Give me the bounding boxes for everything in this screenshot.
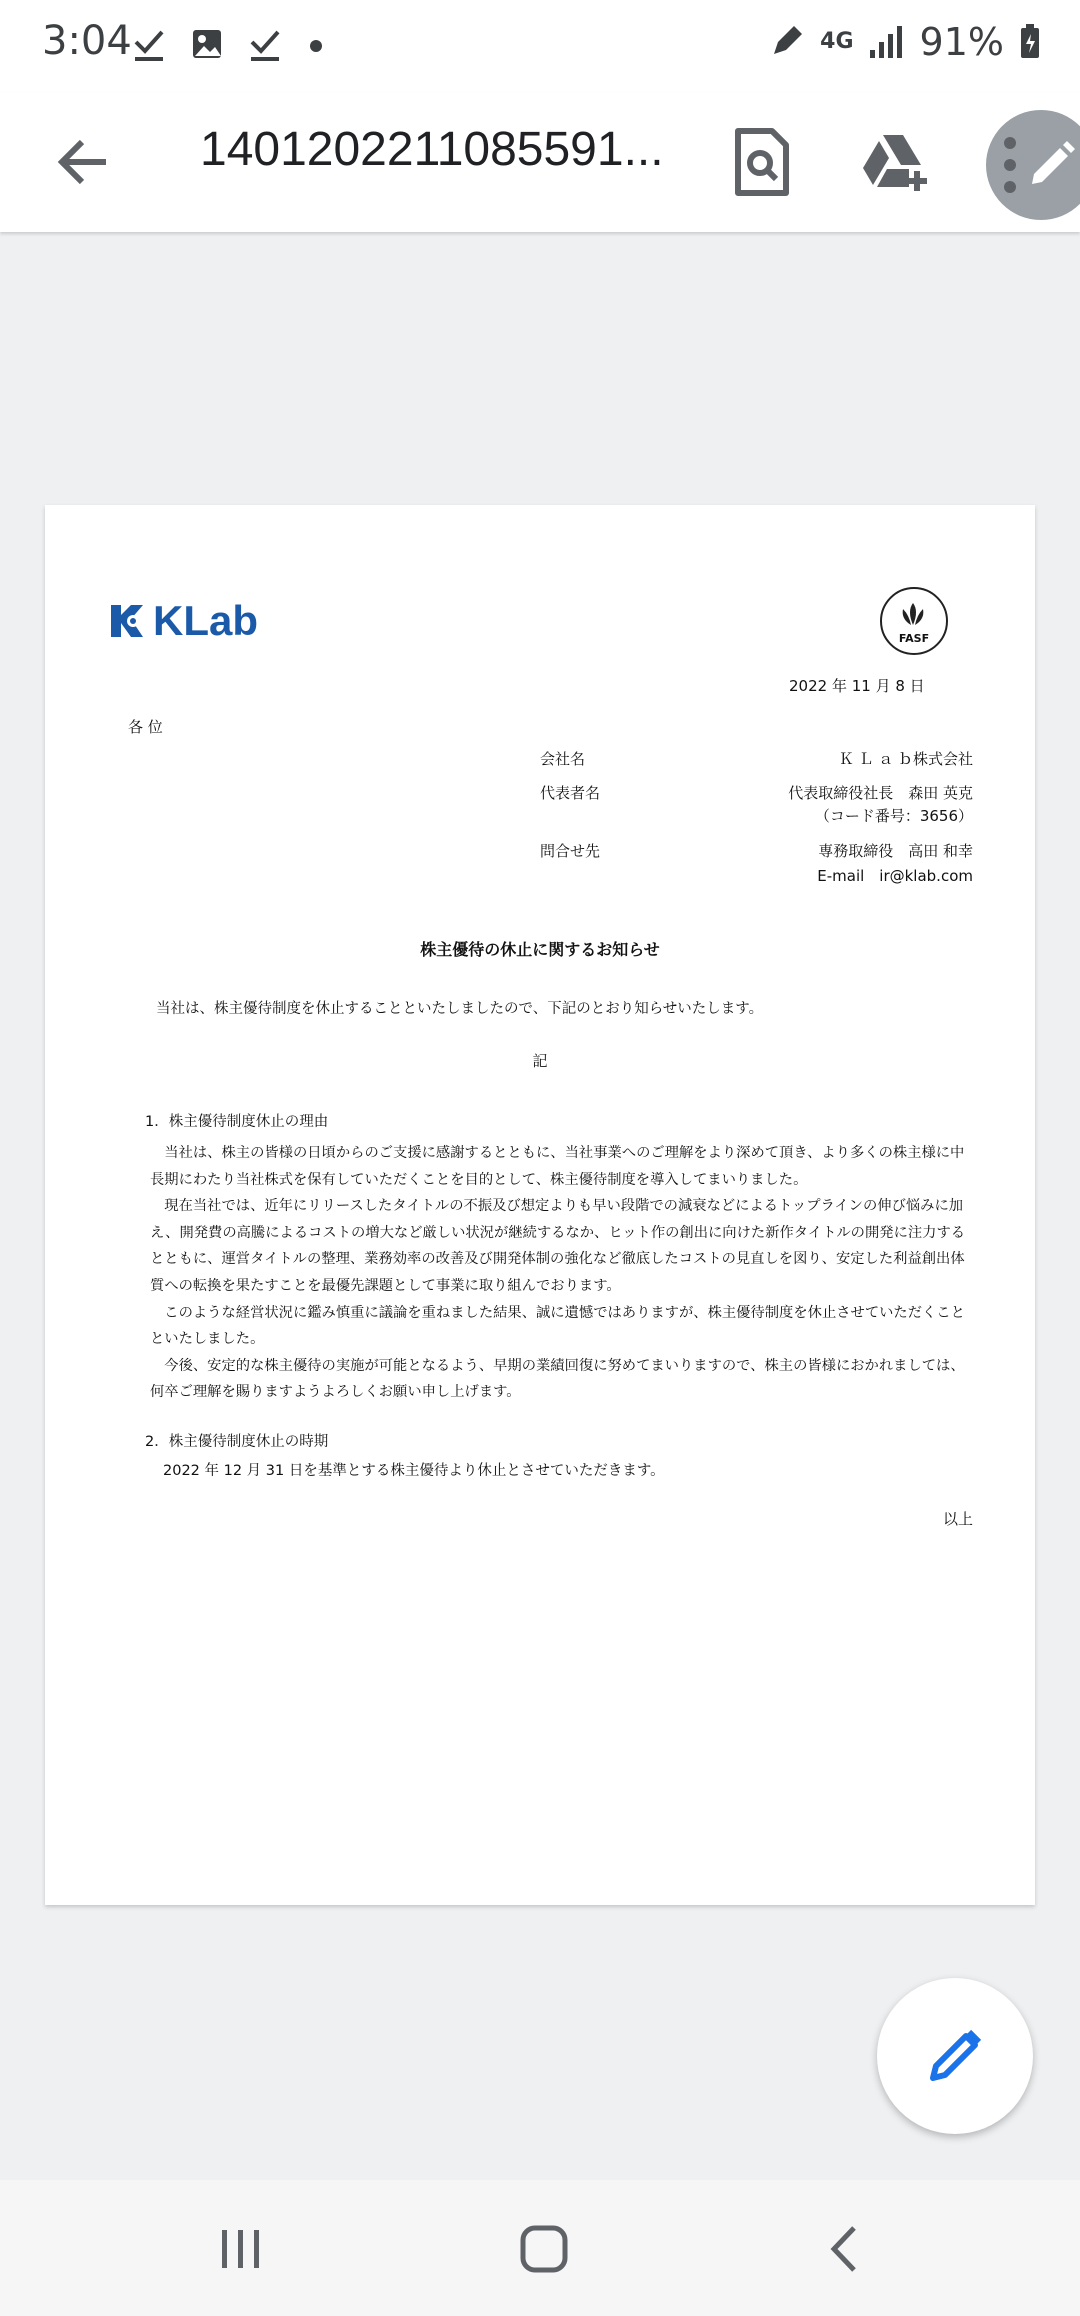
pencil-icon	[1024, 138, 1078, 192]
seal-text: FASF	[898, 632, 930, 645]
rep-label: 代表者名	[540, 784, 601, 802]
closing-ijo: 以上	[942, 1510, 973, 1528]
section1-body	[150, 1140, 975, 1406]
pencil-icon	[923, 2024, 987, 2088]
company-label: 会社名	[540, 750, 586, 768]
add-to-drive-icon	[861, 131, 931, 193]
battery-percent: 91%	[919, 20, 1004, 64]
recents-icon	[206, 2214, 276, 2284]
home-icon	[509, 2214, 579, 2284]
klab-logo-mark-icon	[107, 601, 147, 641]
addressee: 各 位	[128, 718, 163, 736]
back-button[interactable]	[48, 126, 120, 198]
doc-date: 2022 年 11 月 8 日	[789, 677, 925, 695]
fasf-seal	[880, 587, 948, 655]
app-toolbar	[0, 92, 1080, 232]
image-icon	[190, 24, 224, 64]
system-icons	[766, 20, 1042, 64]
back-nav-button[interactable]	[812, 2214, 882, 2284]
rep-value: 代表取締役社長 森田 英克	[788, 784, 973, 802]
battery-charging-icon	[1018, 22, 1042, 62]
notice-heading: 株主優待の休止に関するお知らせ	[420, 940, 660, 959]
intro-text: 当社は、株主優待制度を休止することといたしましたので、下記のとおり知らせいたします。	[156, 1001, 764, 1017]
leaf-emblem-icon	[896, 601, 930, 627]
section1-paragraph: 今後、安定的な株主優待の実施が可能となるよう、早期の業績回復に努めてまいりますので、株主の皆様におかれましては、何卒ご理解を賜りますようよろしくお願い申し上げます。	[150, 1357, 965, 1401]
status-bar	[0, 0, 1080, 92]
more-vert-icon	[1000, 135, 1020, 195]
section2-title: 2．株主優待制度休止の時期	[145, 1434, 329, 1450]
system-nav-bar	[0, 2180, 1080, 2316]
document-page[interactable]	[45, 505, 1035, 1905]
document-title: 1401202211085591...	[200, 123, 664, 176]
section1-paragraph: 当社は、株主の皆様の日頃からのご支援に感謝するとともに、当社事業へのご理解をより深めて頂き、より多くの株主様に中長期にわたり当社株式を保有していただくことを目的として、株主優待制度を導入してまいりました。	[150, 1145, 965, 1188]
section1-paragraph: このような経営状況に鑑み慎重に議論を重ねました結果、誠に遺憾ではありますが、株主優待制度を休止させていただくことといたしました。	[150, 1304, 965, 1348]
company-logo	[107, 597, 258, 645]
recents-button[interactable]	[206, 2214, 276, 2284]
dot-icon	[306, 24, 326, 64]
contact-email: E-mail ir@klab.com	[817, 867, 973, 885]
signal-icon	[868, 22, 906, 62]
home-button[interactable]	[509, 2214, 579, 2284]
network-type: 4G	[820, 29, 854, 54]
ki-mark: 記	[532, 1052, 548, 1070]
section1-paragraph: 現在当社では、近年にリリースしたタイトルの不振及び想定よりも早い段階での減衰などによるトップラインの伸び悩みに加え、開発費の高騰によるコストの増大など厳しい状況が継続するなか、ヒット作の創出に向けた新作タイトルの開発に注力するとともに、運営タイトルの整理、業務効率の改善及び開発体制の強化など徹底したコストの見直しを図り、安定した利益創出体質への転換を果たすことを最優先課題として事業に取り組んでおります。	[150, 1198, 966, 1294]
company-value: Ｋ Ｌ ａ ｂ株式会社	[838, 750, 973, 768]
find-in-page-button[interactable]	[722, 122, 802, 202]
find-in-page-icon	[732, 127, 792, 197]
chevron-left-icon	[812, 2214, 882, 2284]
status-time: 3:04	[42, 18, 132, 64]
pen-sync-icon	[766, 22, 806, 62]
section2-body: 2022 年 12 月 31 日を基準とする株主優待より休止とさせていただきます。	[163, 1463, 665, 1479]
section1-title: 1．株主優待制度休止の理由	[145, 1114, 329, 1130]
edit-fab-button[interactable]	[877, 1978, 1033, 2134]
check-icon	[132, 24, 166, 64]
stock-code: （コード番号：3656）	[814, 807, 973, 825]
contact-value: 専務取締役 高田 和幸	[818, 842, 973, 860]
logo-text: KLab	[153, 597, 258, 644]
notification-icons	[132, 24, 326, 64]
add-to-drive-button[interactable]	[856, 122, 936, 202]
check-icon	[248, 24, 282, 64]
arrow-back-icon	[48, 126, 120, 198]
contact-label: 問合せ先	[540, 842, 601, 860]
